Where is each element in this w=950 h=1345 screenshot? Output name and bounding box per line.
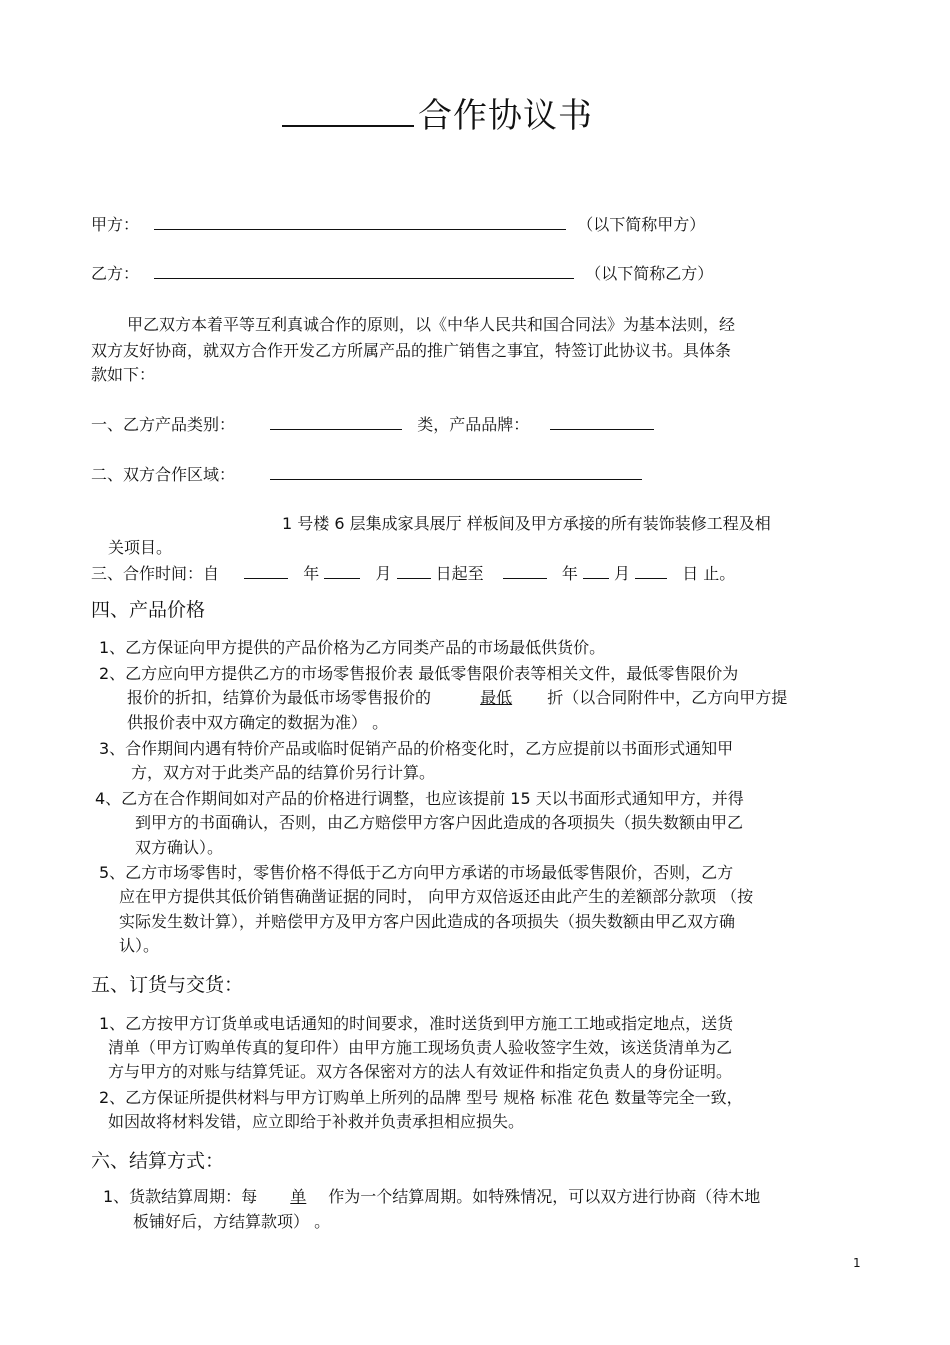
party-a-note: （以下简称甲方） — [577, 215, 706, 234]
item1-label: 一、乙方产品类别： — [91, 415, 236, 434]
price-line-3-b: 折（以合同附件中，乙方向甲方提 — [547, 688, 788, 707]
order-line-5: 如因故将材料发错，应立即给于补救并负责承担相应损失。 — [108, 1112, 525, 1131]
intro-line-3: 款如下： — [91, 365, 156, 384]
item3-label: 三、合作时间：自 — [91, 564, 220, 583]
category-blank — [270, 413, 402, 430]
price-line-7: 4、乙方在合作期间如对产品的价格进行调整，也应该提前 15 天以书面形式通知甲方，并得 — [95, 789, 744, 808]
settle-line-1-a: 1、货款结算周期：每 — [103, 1187, 258, 1206]
title-text: 合作协议书 — [418, 96, 593, 136]
item2-label: 二、双方合作区域： — [91, 465, 236, 484]
document-title — [282, 96, 593, 136]
intro-line-1: 甲乙双方本着平等互利真诚合作的原则，以《中华人民共和国合同法》为基本法则，经 — [127, 315, 736, 334]
settle-line-2: 板铺好后，方结算款项） 。 — [133, 1212, 331, 1231]
intro-line-2: 双方友好协商，就双方合作开发乙方所属产品的推广销售之事宜，特签订此协议书。具体条 — [91, 341, 732, 360]
end-month-blank — [583, 562, 609, 579]
party-a-blank — [154, 213, 566, 230]
item-product-category — [91, 413, 654, 436]
page-number: 1 — [853, 1256, 861, 1270]
price-line-11: 应在甲方提供其低价销售确凿证据的同时， 向甲方双倍返还由此产生的差额部分款项 （按 — [119, 887, 754, 906]
order-line-1: 1、乙方按甲方订货单或电话通知的时间要求，准时送货到甲方施工工地或指定地点，送货 — [99, 1014, 734, 1033]
end-day-blank — [635, 562, 667, 579]
area-blank — [270, 463, 642, 480]
start-day-blank — [397, 562, 431, 579]
price-line-13: 认）。 — [119, 936, 160, 955]
brand-blank — [550, 413, 654, 430]
settle-line-1-b: 作为一个结算周期。如特殊情况，可以双方进行协商（待木地 — [328, 1187, 761, 1206]
order-line-3: 方与甲方的对账与结算凭证。双方各保密对方的法人有效证件和指定负责人的身份证明。 — [108, 1062, 733, 1081]
price-line-10: 5、乙方市场零售时，零售价格不得低于乙方向甲方承诺的市场最低零售限价，否则，乙方 — [99, 863, 734, 882]
party-a-label: 甲方： — [91, 215, 140, 234]
price-line-1: 1、乙方保证向甲方提供的产品价格为乙方同类产品的市场最低供货价。 — [99, 638, 606, 657]
price-line-4: 供报价表中双方确定的数据为准） 。 — [127, 713, 389, 732]
settlement-period-underline — [308, 1187, 328, 1206]
end-to-label: 日 止。 — [682, 564, 736, 583]
party-b-label: 乙方： — [91, 264, 140, 283]
price-line-2: 2、乙方应向甲方提供乙方的市场零售报价表 最低零售限价表等相关文件，最低零售限价为 — [99, 664, 739, 683]
title-blank-line — [282, 97, 414, 127]
start-year-label: 年 — [303, 564, 320, 583]
area-text-2: 关项目。 — [108, 538, 173, 557]
party-b-blank — [154, 262, 574, 279]
start-month-label: 月 — [375, 564, 392, 583]
settle-line-1 — [103, 1186, 760, 1208]
price-line-6: 方，双方对于此类产品的结算价另行计算。 — [131, 763, 436, 782]
section-heading-ordering: 五、订货与交货： — [91, 974, 244, 996]
price-line-5: 3、合作期间内遇有特价产品或临时促销产品的价格变化时，乙方应提前以书面形式通知甲 — [99, 739, 734, 758]
start-year-blank — [244, 562, 288, 579]
price-line-8: 到甲方的书面确认，否则，由乙方赔偿甲方客户因此造成的各项损失（损失数额由甲乙 — [135, 813, 744, 832]
price-line-9: 双方确认）。 — [135, 838, 224, 857]
order-line-2: 清单（甲方订购单传真的复印件）由甲方施工现场负责人验收签字生效，该送货清单为乙 — [108, 1038, 733, 1057]
item-cooperation-time — [91, 562, 735, 585]
end-year-label: 年 — [561, 564, 578, 583]
section-heading-price: 四、产品价格 — [91, 599, 206, 621]
party-a-line — [91, 213, 705, 236]
area-text-1: 1 号楼 6 层集成家具展厅 样板间及甲方承接的所有装饰装修工程及相 — [282, 514, 771, 533]
item1-mid: 类，产品品牌： — [417, 415, 530, 434]
item-cooperation-area — [91, 463, 642, 486]
discount-value: 最低 — [480, 688, 513, 707]
party-b-line — [91, 262, 713, 285]
party-b-note: （以下简称乙方） — [585, 264, 714, 283]
start-month-blank — [324, 562, 360, 579]
price-line-3-a: 报价的折扣，结算价为最低市场零售报价的 — [127, 688, 432, 707]
end-month-label: 月 — [614, 564, 631, 583]
section-heading-settlement: 六、结算方式： — [91, 1150, 225, 1172]
settlement-period-value: 单 — [290, 1187, 307, 1206]
end-year-blank — [503, 562, 547, 579]
price-line-12: 实际发生数计算），并赔偿甲方及甲方客户因此造成的各项损失（损失数额由甲乙双方确 — [119, 912, 736, 931]
order-line-4: 2、乙方保证所提供材料与甲方订购单上所列的品牌 型号 规格 标准 花色 数量等完全一致， — [99, 1088, 743, 1107]
price-line-3 — [127, 687, 787, 709]
start-from-label: 日起至 — [435, 564, 484, 583]
